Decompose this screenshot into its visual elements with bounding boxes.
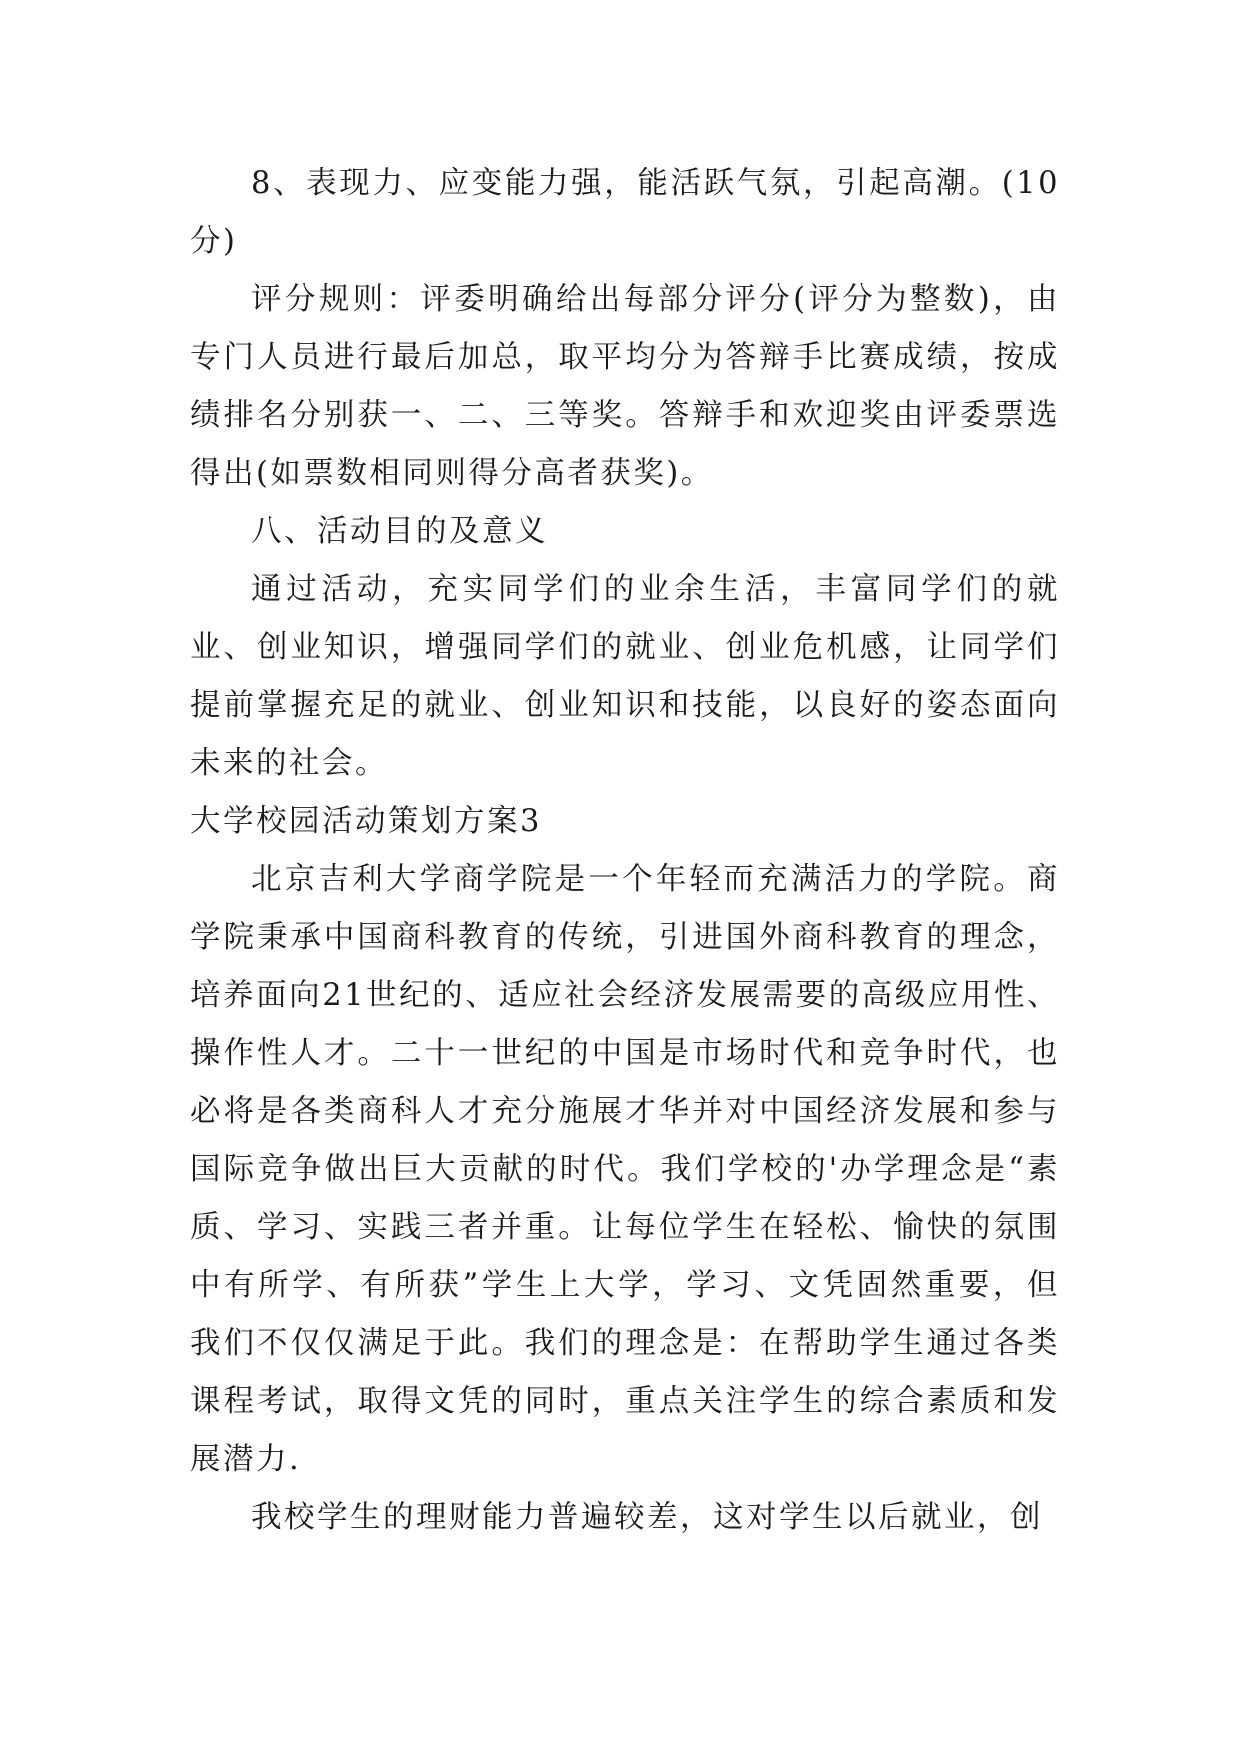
purpose-paragraph: 通过活动，充实同学们的业余生活，丰富同学们的就业、创业知识，增强同学们的就业、创业危机感，让同学们提前掌握充足的就业、创业知识和技能，以良好的姿态面向未来的社会。 bbox=[190, 572, 1060, 781]
college-intro-paragraph: 北京吉利大学商学院是一个年轻而充满活力的学院。商学院秉承中国商科教育的传统，引进国外商科教育的理念，培养面向21世纪的、适应社会经济发展需要的高级应用性、操作性人才。二十一世纪的中国是市场时代和竞争时代，也必将是各类商科人才充分施展才华并对中国经济发展和参与国际竞争做出巨大贡献的时代。我们学校的'办学理念是“素质、学习、实践三者并重。让每位学生在轻松、愉快的氛围中有所学、有所获”学生上大学，学习、文凭固然重要，但我们不仅仅满足于此。我们的理念是：在帮助学生通过各类课程考试，取得文凭的同时，重点关注学生的综合素质和发展潜力. bbox=[190, 862, 1060, 1477]
scoring-item-8: 8、表现力、应变能力强，能活跃气氛，引起高潮。(10分) bbox=[190, 166, 1060, 259]
scoring-rules-paragraph: 评分规则：评委明确给出每部分评分(评分为整数)，由专门人员进行最后加总，取平均分为答辩手比赛成绩，按成绩排名分别获一、二、三等奖。答辩手和欢迎奖由评委票选得出(如票数相同则得分高者获奖)。 bbox=[190, 282, 1060, 491]
finance-paragraph: 我校学生的理财能力普遍较差，这对学生以后就业，创 bbox=[251, 1500, 1043, 1535]
document-body bbox=[190, 155, 1060, 1547]
plan-title: 大学校园活动策划方案3 bbox=[190, 804, 542, 839]
section-heading-purpose: 八、活动目的及意义 bbox=[251, 514, 548, 549]
